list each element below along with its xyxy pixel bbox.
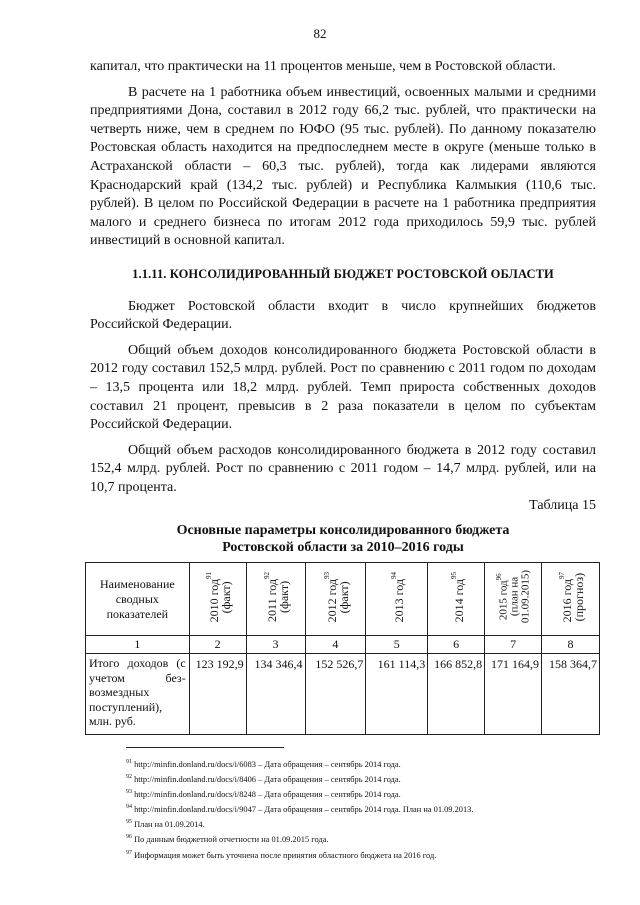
column-number: 6 bbox=[428, 636, 485, 654]
cell-2012: 152 526,7 bbox=[305, 654, 366, 735]
header-2013: 2013 год$^{94}$ bbox=[366, 563, 428, 636]
column-number: 7 bbox=[485, 636, 542, 654]
cell-2016: 158 364,7 bbox=[542, 654, 600, 735]
header-2015: 2015 год$^{96}$ (план на 01.09.2015) bbox=[485, 563, 542, 636]
table-row bbox=[86, 654, 600, 735]
table-header-row bbox=[86, 563, 600, 636]
column-number: 1 bbox=[86, 636, 190, 654]
cell-2014: 166 852,8 bbox=[428, 654, 485, 735]
column-number: 4 bbox=[305, 636, 366, 654]
footnote-93: $^{93}$ http://minfin.donland.ru/docs/i/8248 – Дата обращения – сентябрь 2014 года. bbox=[126, 789, 401, 799]
header-2010: 2010 год$^{91}$ (факт) bbox=[189, 563, 246, 636]
cell-2013: 161 114,3 bbox=[366, 654, 428, 735]
footnote-96: $^{96}$ По данным бюджетной отчетности на 01.09.2015 года. bbox=[126, 834, 329, 845]
cell-2011: 134 346,4 bbox=[246, 654, 305, 735]
table-title bbox=[90, 522, 596, 556]
header-2016: 2016 год$^{97}$ (прогноз) bbox=[542, 563, 600, 636]
page-number: 82 bbox=[313, 26, 327, 41]
paragraph-revenue: Общий объем доходов консолидированного бюджета Ростовской области в 2012 году составил 152,5 млрд. рублей. Рост по сравнению с 2011 годом по доходам – 13,5 процента или 18,2 млрд. рублей. Темп прироста собственных доходов составил 21 процент, превысив в 2 раза показатели в целом по субъектам Российской Федерации. bbox=[90, 342, 596, 433]
column-number: 8 bbox=[542, 636, 600, 654]
column-number: 5 bbox=[366, 636, 428, 654]
paragraph-investment-per-worker: В расчете на 1 работника объем инвестиций, освоенных малыми и средними предприятиями Дона, составил в 2012 году 66,2 тыс. рублей, что практически на четверть ниже, чем в среднем по ЮФО (95 тыс. рублей). По данному показателю Ростовская область находится на предпоследнем месте в округе (меньше только в Астраханской области – 60,3 тыс. рублей), тогда как лидерами являются Краснодарский край (134,2 тыс. рублей) и Республика Калмыкия (110,6 тыс. рублей). В целом по Российской Федерации в расчете на 1 работника предприятия малого и среднего бизнеса по итогам 2012 года приходилось 59,9 тыс. рублей инвестиций в основной капитал. bbox=[90, 84, 596, 249]
header-indicator-name: Наименование сводных показателей bbox=[86, 563, 190, 636]
column-number: 2 bbox=[189, 636, 246, 654]
footnotes bbox=[126, 756, 606, 862]
footnote-separator bbox=[126, 747, 284, 748]
paragraph-continuation: капитал, что практически на 11 процентов меньше, чем в Ростовской области. bbox=[90, 59, 556, 74]
header-2011: 2011 год$^{92}$ (факт) bbox=[246, 563, 305, 636]
header-2014: 2014 год$^{95}$ bbox=[428, 563, 485, 636]
table-title-line-2: Ростовской области за 2010–2016 годы bbox=[222, 540, 464, 556]
footnote-97: $^{97}$ Информация может быть уточнена после принятия областного бюджета на 2016 год. bbox=[126, 849, 437, 860]
footnote-92: $^{92}$ http://minfin.donland.ru/docs/i/8406 – Дата обращения – сентябрь 2014 года. bbox=[126, 774, 401, 784]
body-text bbox=[90, 58, 596, 556]
budget-parameters-table bbox=[85, 562, 600, 735]
paragraph-expenditure: Общий объем расходов консолидированного бюджета в 2012 году составил 152,4 млрд. рублей. Рост по сравнению с 2011 годом – 14,7 млрд. рублей, или на 10,7 процента. bbox=[90, 442, 596, 495]
footnote-95: $^{95}$ План на 01.09.2014. bbox=[126, 819, 205, 830]
row-label-total-revenue: Итого доходов (с учетом безвозмездных поступлений), млн. руб. bbox=[86, 654, 190, 735]
footnote-91: $^{91}$ http://minfin.donland.ru/docs/i/6083 – Дата обращения – сентябрь 2014 года. bbox=[126, 759, 401, 769]
table-title-line-1: Основные параметры консолидированного бюджета bbox=[176, 523, 510, 539]
cell-2010: 123 192,9 bbox=[189, 654, 246, 735]
column-number-row bbox=[86, 636, 600, 654]
column-number: 3 bbox=[246, 636, 305, 654]
header-2012: 2012 год$^{93}$ (факт) bbox=[305, 563, 366, 636]
section-heading: 1.1.11. КОНСОЛИДИРОВАННЫЙ БЮДЖЕТ РОСТОВСКОЙ ОБЛАСТИ bbox=[132, 266, 554, 281]
cell-2015: 171 164,9 bbox=[485, 654, 542, 735]
table-label: Таблица 15 bbox=[529, 498, 596, 514]
paragraph-budget-intro: Бюджет Ростовской области входит в число крупнейших бюджетов Российской Федерации. bbox=[90, 298, 596, 333]
footnote-94: $^{94}$ http://minfin.donland.ru/docs/i/9047 – Дата обращения – сентябрь 2014 года. План на 01.09.2013. bbox=[126, 804, 474, 815]
